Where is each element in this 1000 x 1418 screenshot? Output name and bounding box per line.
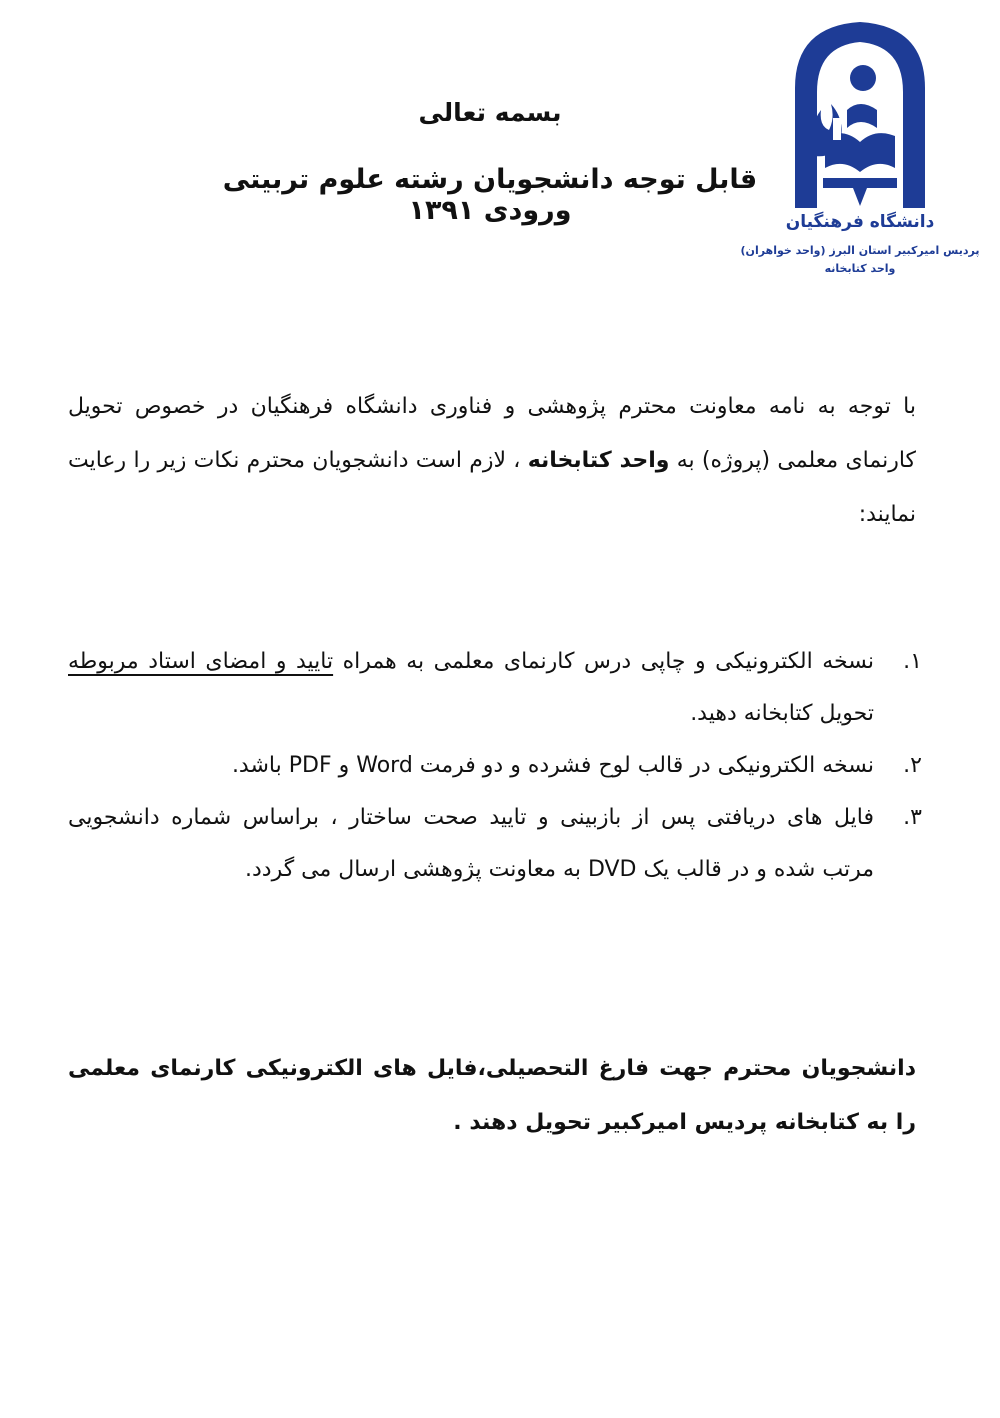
rule-text: فایل های دریافتی پس از بازبینی و تایید صحت ساختار ، براساس شماره دانشجویی مرتب شده و در قالب یک DVD به معاونت پژوهشی ارسال می گردد. (68, 805, 874, 882)
invocation-heading: بسمه تعالی (418, 98, 562, 127)
rules-list (68, 636, 922, 896)
unit-line: واحد کتابخانه (824, 261, 896, 275)
university-name: دانشگاه فرهنگیان (785, 212, 935, 232)
rule-text-after: تحویل کتابخانه دهید. (690, 701, 874, 726)
intro-paragraph (68, 380, 916, 542)
rule-text-before: نسخه الکترونیکی و چاپی درس کارنمای معلمی به همراه (342, 649, 875, 674)
rule-number: ۲. (903, 753, 922, 778)
university-logo-icon (785, 18, 935, 208)
rule-number: ۱. (903, 649, 922, 674)
rule-item-1 (68, 636, 922, 740)
intro-text-part-2: ، لازم است دانشجویان محترم نکات زیر را رعایت نمایند: (68, 448, 916, 527)
addressee-heading: قابل توجه دانشجویان رشته علوم تربیتی ورودی ۱۳۹۱ (222, 164, 758, 226)
campus-line: پردیس امیرکبیر استان البرز (واحد خواهران) (740, 244, 980, 257)
closing-paragraph: دانشجویان محترم جهت فارغ التحصیلی،فایل های الکترونیکی کارنمای معلمی را به کتابخانه پردیس امیرکبیر تحویل دهند . (68, 1056, 916, 1135)
rule-item-3 (68, 792, 922, 896)
university-logo (740, 18, 980, 298)
rule-text: نسخه الکترونیکی در قالب لوح فشرده و دو فرمت Word و PDF باشد. (231, 753, 874, 778)
intro-text-part-1: با توجه به نامه معاونت محترم پژوهشی و فناوری دانشگاه فرهنگیان در خصوص تحویل کارنمای معلمی (پروژه) به (68, 394, 917, 473)
rule-number: ۳. (903, 805, 922, 830)
intro-bold-unit: واحد کتابخانه (527, 448, 670, 473)
rule-underlined-text: تایید و امضای استاد مربوطه (68, 649, 334, 674)
rule-item-2 (68, 740, 922, 792)
